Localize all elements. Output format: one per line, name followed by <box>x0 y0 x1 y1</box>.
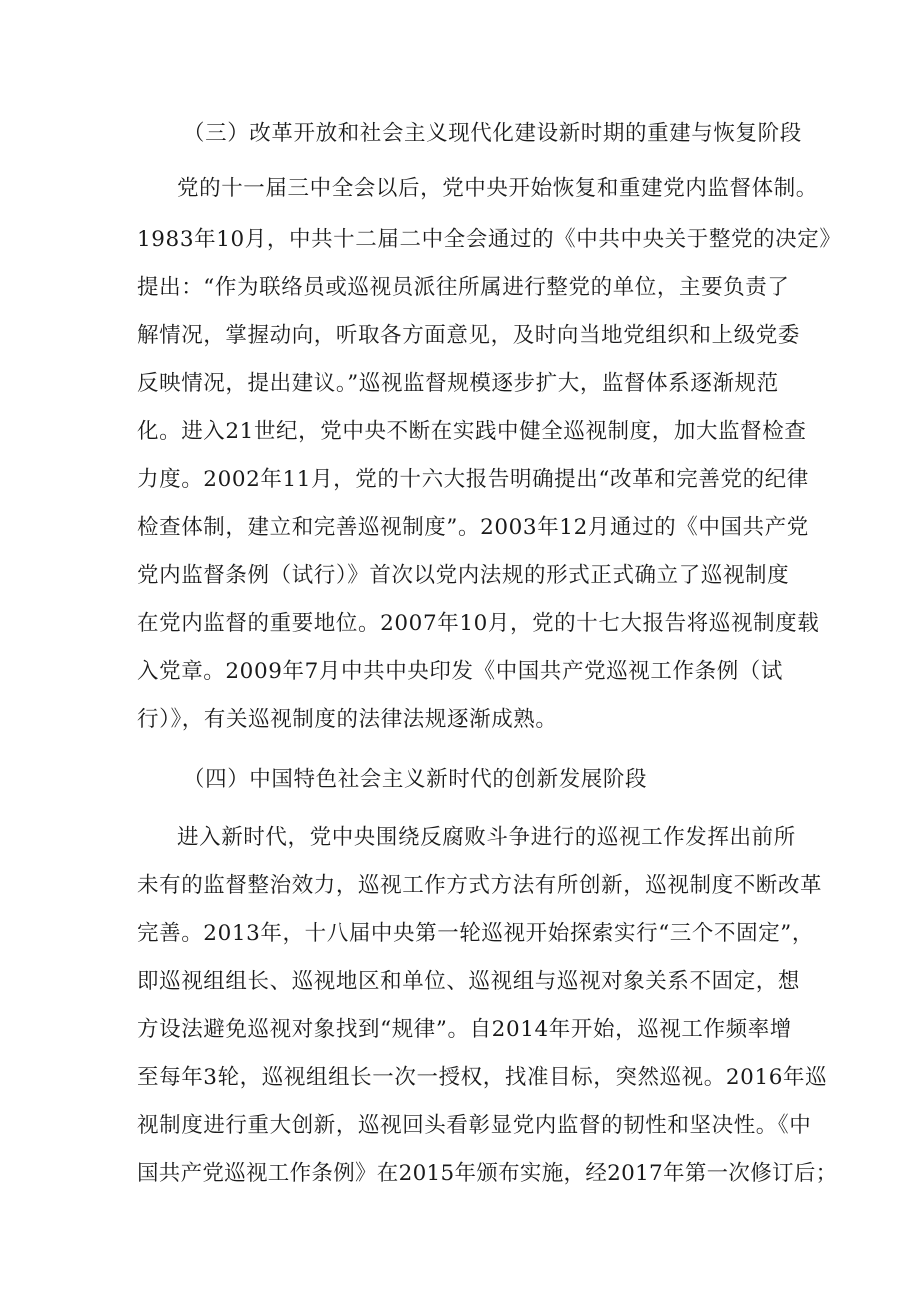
paragraph-line: 至每年3轮，巡视组组长一次一授权，找准目标，突然巡视。2016年巡 <box>137 1065 828 1090</box>
paragraph-line: 化。进入21世纪，党中央不断在实践中健全巡视制度，加大监督检查 <box>137 419 807 444</box>
section-4-heading: （四）中国特色社会主义新时代的创新发展阶段 <box>183 767 648 792</box>
paragraph-line: 解情况，掌握动向，听取各方面意见，及时向当地党组织和上级党委 <box>137 323 801 348</box>
paragraph-line: 反映情况，提出建议。”巡视监督规模逐步扩大，监督体系逐渐规范 <box>137 371 779 396</box>
paragraph-line: 完善。2013年，十八届中央第一轮巡视开始探索实行“三个不固定”， <box>137 921 815 946</box>
paragraph-line: 党的十一届三中全会以后，党中央开始恢复和重建党内监督体制。 <box>177 176 818 201</box>
paragraph-line: 党内监督条例（试行）》首次以党内法规的形式正式确立了巡视制度 <box>137 563 790 588</box>
paragraph-line: 视制度进行重大创新，巡视回头看彰显党内监督的韧性和坚决性。《中 <box>137 1113 812 1138</box>
paragraph-line: 方设法避免巡视对象找到“规律”。自2014年开始，巡视工作频率增 <box>137 1017 792 1042</box>
paragraph-line: 检查体制，建立和完善巡视制度”。2003年12月通过的《中国共产党 <box>137 515 809 540</box>
paragraph-line: 未有的监督整治效力，巡视工作方式方法有所创新，巡视制度不断改革 <box>137 873 823 898</box>
paragraph-line: 行）》，有关巡视制度的法律法规逐渐成熟。 <box>137 707 558 732</box>
paragraph-line: 提出：“作为联络员或巡视员派往所属进行整党的单位，主要负责了 <box>137 275 790 300</box>
paragraph-line: 在党内监督的重要地位。2007年10月，党的十七大报告将巡视制度载 <box>137 611 820 636</box>
paragraph-line: 进入新时代，党中央围绕反腐败斗争进行的巡视工作发挥出前所 <box>177 825 796 850</box>
paragraph-line: 国共产党巡视工作条例》在2015年颁布实施，经2017年第一次修订后； <box>137 1161 838 1186</box>
paragraph-line: 即巡视组组长、巡视地区和单位、巡视组与巡视对象关系不固定，想 <box>137 969 801 994</box>
paragraph-line: 入党章。2009年7月中共中央印发《中国共产党巡视工作条例（试 <box>137 659 783 684</box>
paragraph-line: 1983年10月，中共十二届二中全会通过的《中共中央关于整党的决定》 <box>137 227 842 252</box>
section-3-heading: （三）改革开放和社会主义现代化建设新时期的重建与恢复阶段 <box>183 121 802 146</box>
paragraph-line: 力度。2002年11月，党的十六大报告明确提出“改革和完善党的纪律 <box>137 467 809 492</box>
